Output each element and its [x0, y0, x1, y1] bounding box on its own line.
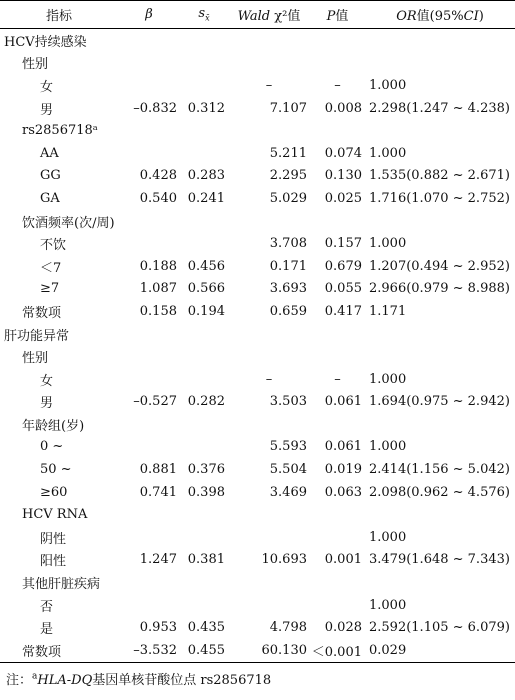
wald-cell: 2.295 [269, 168, 307, 184]
row-label: ≥7 [40, 281, 60, 297]
beta-cell [118, 503, 180, 526]
beta-cell: –0.527 [133, 394, 177, 410]
p-cell [310, 503, 365, 526]
row-label: 是 [40, 622, 54, 638]
or-cell: 2.966(0.979 ~ 8.988) [369, 281, 510, 297]
beta-cell: 0.188 [139, 258, 177, 274]
or-cell: 1.207(0.494 ~ 2.952) [369, 258, 510, 274]
header-p: P值 [310, 1, 365, 29]
header-se: $s_{x̄}$ [180, 1, 228, 29]
wald-cell: – [265, 371, 273, 387]
footnote: 注：$^a$HLA-DQ基因单核苷酸位点 rs2856718 [6, 671, 272, 688]
se-cell [180, 323, 228, 346]
or-cell: 3.479(1.648 ~ 7.343) [369, 552, 510, 568]
p-cell: – [334, 77, 341, 93]
header-wald: Wald χ²值 [228, 1, 310, 29]
se-cell [180, 526, 228, 549]
p-cell [310, 119, 365, 142]
se-cell: 0.381 [187, 552, 225, 568]
table-row [0, 142, 515, 165]
table-row [0, 639, 515, 662]
table-row [0, 413, 515, 436]
p-cell: 0.025 [324, 190, 362, 206]
se-cell: 0.398 [187, 484, 225, 500]
or-cell [365, 345, 515, 368]
p-cell [310, 210, 365, 233]
wald-cell [228, 413, 310, 436]
header-or: OR值(95%CI) [365, 1, 515, 29]
or-cell: 2.592(1.105 ~ 6.079) [369, 620, 510, 636]
row-label: 阴性 [40, 531, 67, 547]
row-label: 性别 [22, 57, 49, 73]
p-cell: 0.001 [324, 552, 362, 568]
row-label: 不饮 [40, 238, 67, 254]
se-cell [180, 503, 228, 526]
row-label: HCV RNA [22, 507, 88, 523]
wald-cell: 0.171 [269, 258, 307, 274]
p-cell: ＜0.001 [310, 639, 365, 662]
or-cell: 1.171 [369, 303, 407, 319]
se-cell: 0.455 [180, 639, 228, 662]
or-cell [365, 571, 515, 594]
table-row [0, 571, 515, 594]
wald-cell: 4.798 [269, 620, 307, 636]
beta-cell: 0.540 [139, 190, 177, 206]
or-cell: 1.000 [369, 597, 407, 613]
wald-cell: 0.659 [269, 303, 307, 319]
se-cell [180, 345, 228, 368]
table-row [0, 187, 515, 210]
table-row [0, 345, 515, 368]
beta-cell: 0.428 [139, 168, 177, 184]
wald-cell [228, 210, 310, 233]
se-cell: 0.456 [187, 258, 225, 274]
table-row [0, 391, 515, 414]
table-row [0, 436, 515, 459]
or-cell [365, 503, 515, 526]
wald-cell [228, 571, 310, 594]
table-row [0, 458, 515, 481]
wald-cell [228, 52, 310, 75]
row-label: 男 [40, 396, 54, 412]
beta-cell [118, 368, 180, 391]
or-cell: 2.298(1.247 ~ 4.238) [369, 100, 510, 116]
se-cell [180, 413, 228, 436]
row-label: GA [40, 190, 60, 206]
wald-cell: 5.593 [269, 439, 307, 455]
p-cell: 0.019 [324, 462, 362, 478]
wald-cell: 10.693 [261, 552, 307, 568]
se-cell [180, 210, 228, 233]
beta-cell [118, 232, 180, 255]
wald-cell: 3.503 [269, 394, 307, 410]
row-label: 性别 [22, 351, 49, 367]
p-cell: 0.679 [324, 258, 362, 274]
or-cell: 0.029 [365, 639, 515, 662]
se-cell: 0.376 [187, 462, 225, 478]
p-cell: 0.061 [324, 394, 362, 410]
p-cell [310, 526, 365, 549]
row-label: HCV持续感染 [4, 34, 87, 50]
se-cell [180, 232, 228, 255]
table-row [0, 255, 515, 278]
table-row [0, 232, 515, 255]
se-cell: 0.282 [187, 394, 225, 410]
row-label: ≥60 [40, 484, 68, 500]
header-indicator: 指标 [0, 1, 118, 29]
header-beta: β [118, 1, 180, 29]
wald-cell [228, 119, 310, 142]
or-cell [365, 413, 515, 436]
row-label: ＜7 [40, 260, 62, 276]
table-body [0, 29, 515, 663]
se-cell: 0.194 [187, 303, 225, 319]
row-label: AA [40, 145, 59, 161]
row-label: rs2856718ᵃ [22, 123, 98, 139]
se-cell [180, 52, 228, 75]
row-label: 肝功能异常 [4, 328, 70, 344]
se-cell: 0.241 [187, 190, 225, 206]
table-row [0, 481, 515, 504]
p-cell [310, 345, 365, 368]
se-cell [180, 436, 228, 459]
row-label: 男 [40, 102, 54, 118]
se-cell [180, 119, 228, 142]
p-cell [310, 323, 365, 346]
or-cell [365, 29, 515, 52]
beta-cell: –0.832 [133, 100, 177, 116]
beta-cell [118, 52, 180, 75]
or-cell: 1.716(1.070 ~ 2.752) [369, 190, 510, 206]
wald-cell: 5.029 [269, 190, 307, 206]
or-cell: 1.000 [369, 439, 407, 455]
p-cell [310, 52, 365, 75]
or-cell [365, 210, 515, 233]
beta-cell [118, 436, 180, 459]
wald-cell [228, 594, 310, 617]
row-label: 女 [40, 373, 54, 389]
se-cell: 0.312 [187, 100, 225, 116]
table-row [0, 300, 515, 323]
p-cell: 0.130 [324, 168, 362, 184]
beta-cell [118, 345, 180, 368]
or-cell: 1.535(0.882 ~ 2.671) [369, 168, 510, 184]
row-label: 饮酒频率(次/周) [22, 215, 115, 231]
wald-cell [228, 29, 310, 52]
or-cell: 1.000 [369, 145, 407, 161]
beta-cell: 0.741 [139, 484, 177, 500]
p-cell: 0.055 [324, 281, 362, 297]
wald-cell [228, 323, 310, 346]
table-row [0, 503, 515, 526]
p-cell [310, 413, 365, 436]
or-cell [365, 323, 515, 346]
table-row [0, 52, 515, 75]
beta-cell: 1.247 [139, 552, 177, 568]
beta-cell [118, 526, 180, 549]
p-cell [310, 594, 365, 617]
table-row [0, 549, 515, 572]
wald-cell: – [265, 77, 273, 93]
p-cell: 0.074 [324, 145, 362, 161]
table-row [0, 74, 515, 97]
or-cell: 1.000 [369, 529, 407, 545]
row-label: 年龄组(岁) [22, 418, 85, 434]
row-label: 否 [40, 599, 54, 615]
p-cell: – [334, 371, 341, 387]
table-row [0, 119, 515, 142]
row-label: 常数项 [0, 639, 118, 662]
p-cell [310, 571, 365, 594]
beta-cell: –3.532 [118, 639, 180, 662]
se-cell: 0.283 [187, 168, 225, 184]
beta-cell [118, 74, 180, 97]
p-cell: 0.008 [324, 100, 362, 116]
beta-cell: 1.087 [139, 281, 177, 297]
table-row [0, 278, 515, 301]
se-cell: 0.566 [187, 281, 225, 297]
table-row [0, 526, 515, 549]
or-cell [365, 52, 515, 75]
wald-cell: 3.693 [269, 281, 307, 297]
se-cell [180, 594, 228, 617]
p-cell: 0.063 [324, 484, 362, 500]
se-cell [180, 29, 228, 52]
wald-cell: 5.504 [269, 462, 307, 478]
table-row [0, 616, 515, 639]
table-row [0, 368, 515, 391]
wald-cell: 5.211 [269, 145, 307, 161]
or-cell: 2.098(0.962 ~ 4.576) [369, 484, 510, 500]
beta-cell [118, 323, 180, 346]
or-cell [365, 119, 515, 142]
row-label: 0 ~ [40, 439, 64, 455]
wald-cell: 3.469 [269, 484, 307, 500]
table-row [0, 594, 515, 617]
row-label: 女 [40, 79, 54, 95]
wald-cell [228, 526, 310, 549]
beta-cell [118, 594, 180, 617]
wald-cell [228, 345, 310, 368]
or-cell: 1.000 [369, 77, 407, 93]
row-label: GG [40, 168, 61, 184]
beta-cell: 0.158 [139, 303, 177, 319]
table-header-row [0, 1, 515, 29]
se-cell [180, 368, 228, 391]
wald-cell: 60.130 [228, 639, 310, 662]
table-row [0, 29, 515, 52]
beta-cell [118, 413, 180, 436]
or-cell: 2.414(1.156 ~ 5.042) [369, 462, 510, 478]
beta-cell: 0.953 [139, 620, 177, 636]
p-cell [310, 29, 365, 52]
se-cell [180, 142, 228, 165]
row-label: 50 ~ [40, 462, 72, 478]
se-cell [180, 74, 228, 97]
wald-cell: 3.708 [269, 236, 307, 252]
row-label: 阳性 [40, 554, 67, 570]
wald-cell: 7.107 [269, 100, 307, 116]
or-cell: 1.000 [369, 236, 407, 252]
p-cell: 0.061 [324, 439, 362, 455]
beta-cell [118, 210, 180, 233]
beta-cell [118, 29, 180, 52]
beta-cell: 0.881 [139, 462, 177, 478]
row-label: 常数项 [22, 305, 62, 321]
se-cell: 0.435 [187, 620, 225, 636]
row-label: 其他肝脏疾病 [22, 577, 101, 593]
beta-cell [118, 142, 180, 165]
beta-cell [118, 571, 180, 594]
p-cell: 0.417 [324, 303, 362, 319]
beta-cell [118, 119, 180, 142]
or-cell: 1.694(0.975 ~ 2.942) [369, 394, 510, 410]
p-cell: 0.157 [324, 236, 362, 252]
table-row [0, 165, 515, 188]
se-cell [180, 571, 228, 594]
p-cell: 0.028 [324, 620, 362, 636]
table-row [0, 97, 515, 120]
wald-cell [228, 503, 310, 526]
table-row [0, 210, 515, 233]
or-cell: 1.000 [369, 371, 407, 387]
table-row [0, 323, 515, 346]
